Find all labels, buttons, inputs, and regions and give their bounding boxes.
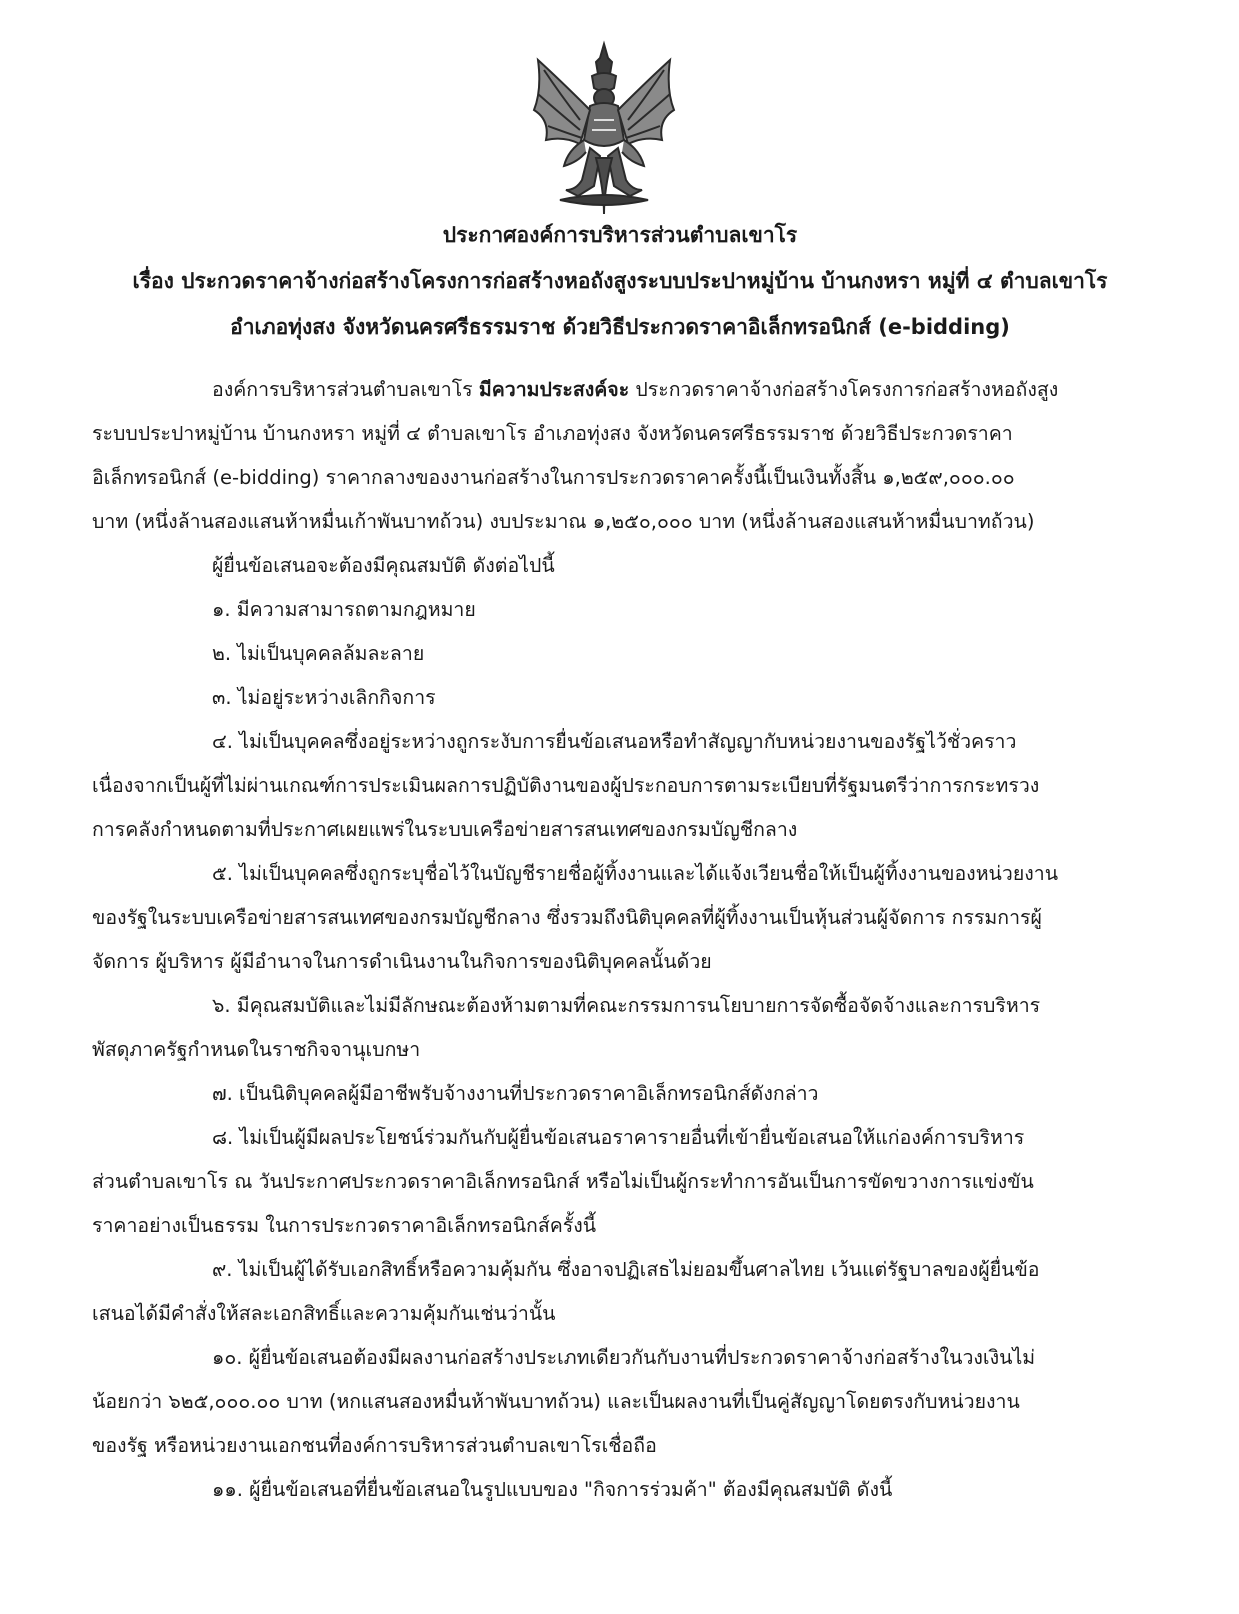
announcement-subject-line1 bbox=[80, 258, 1160, 304]
qualification-item-3: ๓. ไม่อยู่ระหว่างเลิกกิจการ bbox=[212, 686, 436, 709]
subject-text-1: ประกวดราคาจ้างก่อสร้างโครงการก่อสร้างหอถังสูงระบบประปาหมู่บ้าน บ้านกงหรา หมู่ที่ ๔ ตำบลเขาโร bbox=[181, 269, 1108, 293]
qualification-item-6-line-2: พัสดุภาครัฐกำหนดในราชกิจจานุเบกษา bbox=[92, 1038, 421, 1061]
qualification-item-6-line-1: ๖. มีคุณสมบัติและไม่มีลักษณะต้องห้ามตามที่คณะกรรมการนโยบายการจัดซื้อจัดจ้างและการบริหาร bbox=[212, 994, 1041, 1017]
subject-label: เรื่อง bbox=[132, 269, 174, 293]
qualification-item-5-line-2: ของรัฐในระบบเครือข่ายสารสนเทศของกรมบัญชีกลาง ซึ่งรวมถึงนิติบุคคลที่ผู้ทิ้งงานเป็นหุ้นส่วนผู้จัดการ กรรมการผู้ bbox=[92, 906, 1042, 929]
announcement-subject-line2: อำเภอทุ่งสง จังหวัดนครศรีธรรมราช ด้วยวิธีประกวดราคาอิเล็กทรอนิกส์ (e-bidding) bbox=[230, 315, 1010, 339]
qualification-item-4-line-3: การคลังกำหนดตามที่ประกาศเผยแพร่ในระบบเครือข่ายสารสนเทศของกรมบัญชีกลาง bbox=[92, 818, 798, 841]
qualification-item-9-line-2: เสนอได้มีคำสั่งให้สละเอกสิทธิ์และความคุ้มกันเช่นว่านั้น bbox=[92, 1302, 556, 1325]
announcement-title: ประกาศองค์การบริหารส่วนตำบลเขาโร bbox=[442, 223, 798, 247]
intro-line-4: บาท (หนึ่งล้านสองแสนห้าหมื่นเก้าพันบาทถ้วน) งบประมาณ ๑,๒๕๐,๐๐๐ บาท (หนึ่งล้านสองแสนห้าหมื่นบาทถ้วน) bbox=[92, 510, 1035, 533]
intro-intent: มีความประสงค์จะ bbox=[478, 378, 630, 401]
intro-rest: ประกวดราคาจ้างก่อสร้างโครงการก่อสร้างหอถังสูง bbox=[629, 378, 1059, 401]
intro-line-2: ระบบประปาหมู่บ้าน บ้านกงหรา หมู่ที่ ๔ ตำบลเขาโร อำเภอทุ่งสง จังหวัดนครศรีธรรมราช ด้วยวิธีประกวดราคา bbox=[92, 422, 1013, 445]
qualification-item-2: ๒. ไม่เป็นบุคคลล้มละลาย bbox=[212, 642, 425, 665]
garuda-emblem-icon bbox=[520, 40, 688, 218]
qualification-item-11: ๑๑. ผู้ยื่นข้อเสนอที่ยื่นข้อเสนอในรูปแบบของ "กิจการร่วมค้า" ต้องมีคุณสมบัติ ดังนี้ bbox=[212, 1478, 893, 1501]
qualification-intro: ผู้ยื่นข้อเสนอจะต้องมีคุณสมบัติ ดังต่อไปนี้ bbox=[212, 554, 555, 577]
qualification-item-4-line-1: ๔. ไม่เป็นบุคคลซึ่งอยู่ระหว่างถูกระงับการยื่นข้อเสนอหรือทำสัญญากับหน่วยงานของรัฐไว้ชั่วคราว bbox=[212, 730, 1017, 753]
qualification-item-5-line-3: จัดการ ผู้บริหาร ผู้มีอำนาจในการดำเนินงานในกิจการของนิติบุคคลนั้นด้วย bbox=[92, 950, 712, 973]
qualification-item-8-line-2: ส่วนตำบลเขาโร ณ วันประกาศประกวดราคาอิเล็กทรอนิกส์ หรือไม่เป็นผู้กระทำการอันเป็นการขัดขวางการแข่งขัน bbox=[92, 1170, 1034, 1193]
intro-line-1 bbox=[92, 368, 1172, 412]
qualification-item-10-line-3: ของรัฐ หรือหน่วยงานเอกชนที่องค์การบริหารส่วนตำบลเขาโรเชื่อถือ bbox=[92, 1434, 657, 1457]
intro-line-3: อิเล็กทรอนิกส์ (e-bidding) ราคากลางของงานก่อสร้างในการประกวดราคาครั้งนี้เป็นเงินทั้งสิ้น ๑,๒๕๙,๐๐๐.๐๐ bbox=[92, 466, 1015, 489]
intro-org: องค์การบริหารส่วนตำบลเขาโร bbox=[212, 378, 479, 401]
qualification-item-10-line-1: ๑๐. ผู้ยื่นข้อเสนอต้องมีผลงานก่อสร้างประเภทเดียวกันกับงานที่ประกวดราคาจ้างก่อสร้างในวงเงินไม่ bbox=[212, 1346, 1036, 1369]
announcement-header bbox=[80, 212, 1160, 350]
qualification-item-8-line-1: ๘. ไม่เป็นผู้มีผลประโยชน์ร่วมกันกับผู้ยื่นข้อเสนอราคารายอื่นที่เข้ายื่นข้อเสนอให้แก่องค์การบริหาร bbox=[212, 1126, 1025, 1149]
qualification-item-4-line-2: เนื่องจากเป็นผู้ที่ไม่ผ่านเกณฑ์การประเมินผลการปฏิบัติงานของผู้ประกอบการตามระเบียบที่รัฐมนตรีว่าการกระทรวง bbox=[92, 774, 1040, 797]
qualification-item-5-line-1: ๕. ไม่เป็นบุคคลซึ่งถูกระบุชื่อไว้ในบัญชีรายชื่อผู้ทิ้งงานและได้แจ้งเวียนชื่อให้เป็นผู้ทิ้งงานของหน่วยงาน bbox=[212, 862, 1059, 885]
qualification-item-9-line-1: ๙. ไม่เป็นผู้ได้รับเอกสิทธิ์หรือความคุ้มกัน ซึ่งอาจปฏิเสธไม่ยอมขึ้นศาลไทย เว้นแต่รัฐบาลของผู้ยื่นข้อ bbox=[212, 1258, 1040, 1281]
announcement-body bbox=[92, 368, 1172, 1512]
qualification-item-10-line-2: น้อยกว่า ๖๒๕,๐๐๐.๐๐ บาท (หกแสนสองหมื่นห้าพันบาทถ้วน) และเป็นผลงานที่เป็นคู่สัญญาโดยตรงกับหน่วยงาน bbox=[92, 1390, 1020, 1413]
qualification-item-7: ๗. เป็นนิติบุคคลผู้มีอาชีพรับจ้างงานที่ประกวดราคาอิเล็กทรอนิกส์ดังกล่าว bbox=[212, 1082, 819, 1105]
qualification-item-1: ๑. มีความสามารถตามกฎหมาย bbox=[212, 598, 476, 621]
qualification-item-8-line-3: ราคาอย่างเป็นธรรม ในการประกวดราคาอิเล็กทรอนิกส์ครั้งนี้ bbox=[92, 1214, 597, 1237]
